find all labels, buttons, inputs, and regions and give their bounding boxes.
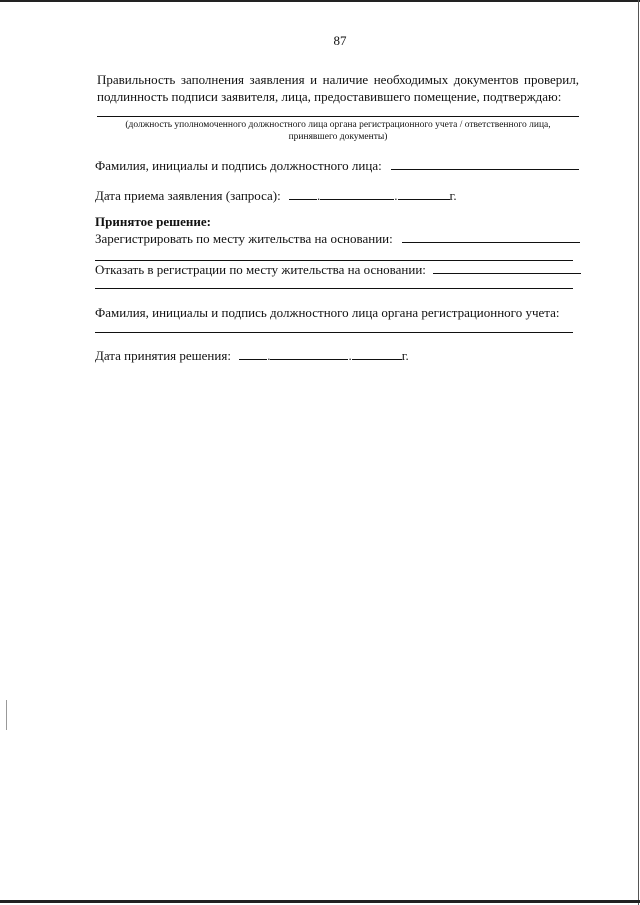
position-field-line[interactable]	[97, 116, 579, 117]
position-caption	[95, 119, 581, 143]
decision-date-separator: .	[267, 348, 271, 363]
decision-date-separator: .	[348, 348, 352, 363]
official-signature-field[interactable]	[391, 157, 579, 170]
register-basis-field[interactable]	[402, 230, 580, 243]
application-date-year-field[interactable]	[398, 187, 450, 200]
decision-heading: Принятое решение:	[95, 214, 211, 229]
decision-date-label: Дата принятия решения:	[95, 348, 231, 363]
authority-signature-field[interactable]	[95, 332, 573, 333]
refuse-row	[95, 261, 581, 278]
application-date-row	[95, 187, 457, 204]
decision-date-day-field[interactable]	[239, 347, 267, 360]
scan-edge-right	[638, 0, 639, 905]
application-date-label: Дата приема заявления (запроса):	[95, 188, 281, 203]
application-date-year-suffix: г.	[449, 188, 457, 203]
application-date-separator: .	[317, 188, 321, 203]
refuse-basis-continuation-line[interactable]	[95, 288, 573, 289]
application-date-separator: .	[394, 188, 398, 203]
decision-date-year-field[interactable]	[352, 347, 402, 360]
verification-line-1: Правильность заполнения заявления и наличие необходимых документов проверил,	[97, 72, 579, 87]
register-label: Зарегистрировать по месту жительства на основании:	[95, 231, 393, 246]
decision-date-month-field[interactable]	[270, 347, 348, 360]
scan-edge-left	[6, 700, 7, 730]
decision-date-year-suffix: г.	[401, 348, 409, 363]
application-date-day-field[interactable]	[289, 187, 317, 200]
decision-date-row	[95, 347, 409, 364]
refuse-label: Отказать в регистрации по месту жительства на основании:	[95, 262, 426, 277]
scan-edge-bottom	[0, 900, 640, 903]
authority-signature-row	[95, 305, 559, 321]
scan-edge-top	[0, 0, 640, 2]
verification-paragraph	[97, 71, 579, 105]
application-date-month-field[interactable]	[320, 187, 394, 200]
official-signature-row	[95, 157, 579, 174]
authority-signature-label: Фамилия, инициалы и подпись должностного лица органа регистрационного учета:	[95, 305, 560, 320]
position-caption-line-1: (должность уполномоченного должностного лица органа регистрационного учета / ответственного лица,	[125, 120, 551, 130]
page-number: 87	[333, 33, 347, 48]
refuse-basis-field[interactable]	[433, 261, 581, 274]
official-signature-label: Фамилия, инициалы и подпись должностного лица:	[95, 158, 382, 173]
register-row	[95, 230, 580, 247]
position-caption-line-2: принявшего документы)	[288, 132, 388, 142]
verification-line-2: подлинность подписи заявителя, лица, предоставившего помещение, подтверждаю:	[97, 89, 562, 104]
